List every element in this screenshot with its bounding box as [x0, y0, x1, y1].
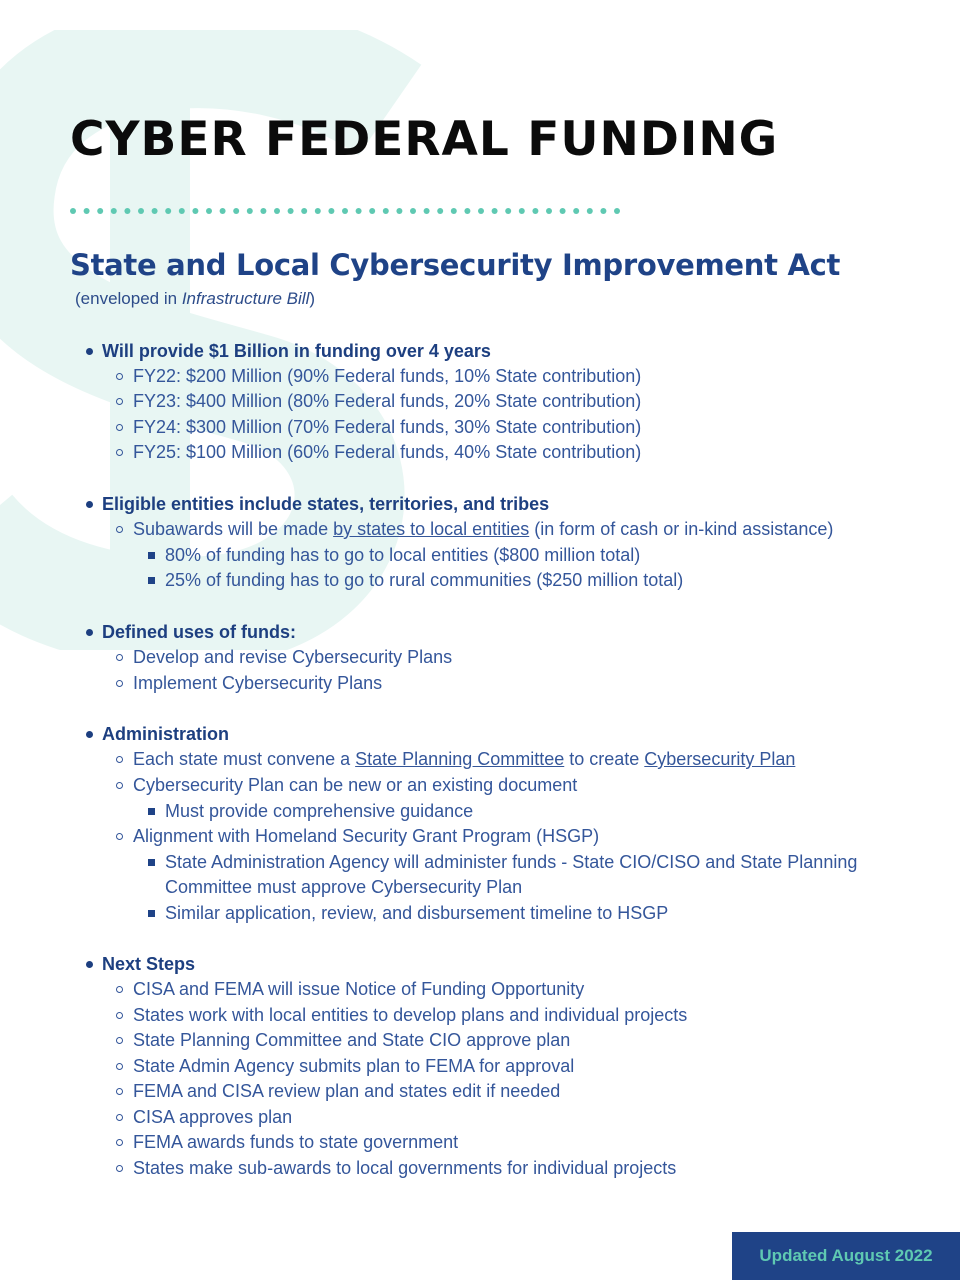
divider-dot — [84, 208, 90, 214]
divider-dot — [301, 208, 307, 214]
circle-bullet-icon — [116, 680, 123, 687]
subawards-link[interactable]: by states to local entities — [333, 519, 530, 539]
square-bullet-icon — [148, 910, 155, 917]
subtitle-suffix: ) — [309, 289, 316, 308]
divider-dot — [165, 208, 171, 214]
divider-dot — [288, 208, 294, 214]
list-item: FY23: $400 Million (80% Federal funds, 20% State contribution) — [133, 391, 642, 411]
circle-bullet-icon — [116, 1088, 123, 1095]
list-item: FY25: $100 Million (60% Federal funds, 40% State contribution) — [133, 442, 642, 462]
divider-dot — [179, 208, 185, 214]
divider-dot — [600, 208, 606, 214]
divider-dot — [505, 208, 511, 214]
divider-dot — [111, 208, 117, 214]
list-item: 25% of funding has to go to rural communities ($250 million total) — [165, 570, 684, 590]
divider-dot — [410, 208, 416, 214]
divider-dot — [233, 208, 239, 214]
list-item-continuation: Committee must approve Cybersecurity Plan — [165, 877, 523, 897]
bullet-icon — [86, 629, 93, 636]
divider-dot — [192, 208, 198, 214]
convene-item — [133, 747, 795, 772]
divider-dot — [220, 208, 226, 214]
list-item: 80% of funding has to go to local entities ($800 million total) — [165, 545, 641, 565]
divider-dot — [124, 208, 130, 214]
divider-dot — [260, 208, 266, 214]
updated-badge: Updated August 2022 — [732, 1232, 960, 1280]
circle-bullet-icon — [116, 833, 123, 840]
cybersecurity-plan-link[interactable]: Cybersecurity Plan — [644, 749, 796, 769]
square-bullet-icon — [148, 808, 155, 815]
divider-dot — [206, 208, 212, 214]
subawards-suffix: (in form of cash or in-kind assistance) — [529, 519, 834, 539]
divider-dot — [587, 208, 593, 214]
circle-bullet-icon — [116, 654, 123, 661]
list-item: CISA and FEMA will issue Notice of Funding Opportunity — [133, 979, 585, 999]
list-item: State Planning Committee and State CIO approve plan — [133, 1030, 571, 1050]
divider-dot — [492, 208, 498, 214]
divider-dot — [396, 208, 402, 214]
circle-bullet-icon — [116, 1037, 123, 1044]
circle-bullet-icon — [116, 449, 123, 456]
subawards-item — [133, 517, 833, 542]
bullet-icon — [86, 731, 93, 738]
divider-dot — [519, 208, 525, 214]
divider-dot — [247, 208, 253, 214]
divider-dot — [70, 208, 76, 214]
list-item: FY24: $300 Million (70% Federal funds, 30% State contribution) — [133, 417, 642, 437]
divider-dot — [383, 208, 389, 214]
list-item: State Admin Agency submits plan to FEMA for approval — [133, 1056, 575, 1076]
circle-bullet-icon — [116, 373, 123, 380]
divider-dot — [546, 208, 552, 214]
list-item: CISA approves plan — [133, 1107, 293, 1127]
state-planning-committee-link[interactable]: State Planning Committee — [355, 749, 565, 769]
square-bullet-icon — [148, 577, 155, 584]
divider-dot — [451, 208, 457, 214]
list-item: Similar application, review, and disbursement timeline to HSGP — [165, 903, 669, 923]
divider-dot — [315, 208, 321, 214]
circle-bullet-icon — [116, 424, 123, 431]
divider-dot — [356, 208, 362, 214]
subawards-prefix: Subawards will be made — [133, 519, 334, 539]
bullet-icon — [86, 348, 93, 355]
divider-dot — [138, 208, 144, 214]
administration-heading: Administration — [102, 724, 230, 744]
convene-mid: to create — [564, 749, 645, 769]
list-item: States make sub-awards to local governments for individual projects — [133, 1158, 677, 1178]
divider-dot — [152, 208, 158, 214]
list-item: Alignment with Homeland Security Grant Program (HSGP) — [133, 826, 600, 846]
divider-dot — [342, 208, 348, 214]
divider-dot — [424, 208, 430, 214]
act-subtitle — [75, 289, 315, 309]
square-bullet-icon — [148, 859, 155, 866]
page-title: CYBER FEDERAL FUNDING — [70, 112, 779, 167]
subtitle-italic: Infrastructure Bill — [181, 289, 310, 308]
square-bullet-icon — [148, 552, 155, 559]
bullet-icon — [86, 501, 93, 508]
list-item: Cybersecurity Plan can be new or an existing document — [133, 775, 578, 795]
divider-dot — [437, 208, 443, 214]
act-title: State and Local Cybersecurity Improvement Act — [70, 248, 841, 282]
circle-bullet-icon — [116, 1139, 123, 1146]
circle-bullet-icon — [116, 1063, 123, 1070]
divider-dot — [369, 208, 375, 214]
subtitle-prefix: (enveloped in — [75, 289, 182, 308]
divider-dot — [532, 208, 538, 214]
divider-dot — [274, 208, 280, 214]
circle-bullet-icon — [116, 986, 123, 993]
circle-bullet-icon — [116, 526, 123, 533]
convene-prefix: Each state must convene a — [133, 749, 356, 769]
list-item: FEMA awards funds to state government — [133, 1132, 459, 1152]
divider-dot — [478, 208, 484, 214]
divider-dot — [614, 208, 620, 214]
circle-bullet-icon — [116, 1165, 123, 1172]
dotted-divider — [70, 205, 630, 217]
divider-dot — [573, 208, 579, 214]
list-item: States work with local entities to develop plans and individual projects — [133, 1005, 688, 1025]
list-item: Develop and revise Cybersecurity Plans — [133, 647, 453, 667]
list-item: FEMA and CISA review plan and states edit if needed — [133, 1081, 561, 1101]
list-item: Must provide comprehensive guidance — [165, 801, 474, 821]
circle-bullet-icon — [116, 756, 123, 763]
eligible-heading: Eligible entities include states, territories, and tribes — [102, 494, 550, 514]
circle-bullet-icon — [116, 1012, 123, 1019]
divider-dot — [464, 208, 470, 214]
list-item: FY22: $200 Million (90% Federal funds, 10% State contribution) — [133, 366, 642, 386]
list-item: Implement Cybersecurity Plans — [133, 673, 383, 693]
bullet-icon — [86, 961, 93, 968]
circle-bullet-icon — [116, 782, 123, 789]
divider-dot — [328, 208, 334, 214]
list-item: State Administration Agency will administer funds - State CIO/CISO and State Planning — [165, 852, 858, 872]
circle-bullet-icon — [116, 1114, 123, 1121]
divider-dot — [97, 208, 103, 214]
divider-dot — [560, 208, 566, 214]
next-steps-heading: Next Steps — [102, 954, 196, 974]
funding-heading: Will provide $1 Billion in funding over 4 years — [102, 341, 491, 361]
circle-bullet-icon — [116, 398, 123, 405]
uses-heading: Defined uses of funds: — [102, 622, 297, 642]
